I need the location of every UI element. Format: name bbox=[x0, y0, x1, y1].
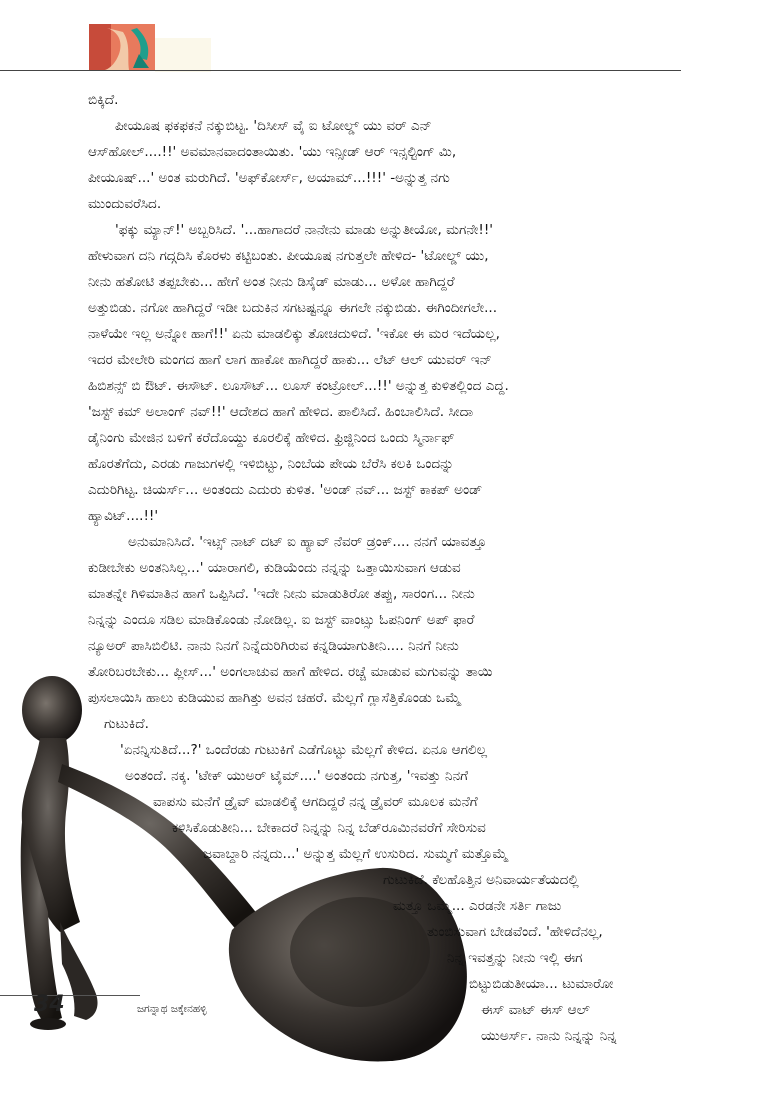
text-line: ಹಿಬಿಶನ್ಸ್ ಬಿ ಔಟ್. ಈಸೌಟ್. ಲೂಸೌಟ್... ಲೂಸ್ ಕಂಟ್ರೋಲ್...!!' ಅನ್ನುತ್ತ ಕುಳಿತಲ್ಲಿಂದ ಎದ್ದ. bbox=[88, 378, 509, 394]
text-line: ಕಳಿಸಿಕೊಡುತೀನಿ... ಬೇಕಾದರೆ ನಿನ್ನನ್ನು ನಿನ್ನ ಬೆಡ್‌ರೂಮಿನವರೆಗೆ ಸೇರಿಸುವ bbox=[172, 820, 486, 836]
text-line: ಕುಡೀಬೇಕು ಅಂತನಿಸಿಲ್ಲ...' ಯಾರಾಗಲಿ, ಕುಡಿಯೆಂದು ನನ್ನನ್ನು ಒತ್ತಾಯಿಸುವಾಗ ಆಡುವ bbox=[88, 560, 461, 576]
text-line: ನಿನ್ನ ಇವತ್ತನ್ನು ನೀನು ಇಲ್ಲಿ ಈಗ bbox=[447, 950, 583, 966]
top-rule bbox=[0, 70, 681, 71]
text-line: ಈಸ್ ವಾಟ್ ಈಸ್ ಆಲ್ bbox=[481, 1002, 590, 1018]
text-line: ಬಿಕ್ಕಿದೆ. bbox=[88, 92, 119, 108]
text-line: ನೀನು ಹತೋಟಿ ತಪ್ಪಬೇಕು... ಹೇಗೆ ಅಂತ ನೀನು ಡಿಸೈಡ್ ಮಾಡು... ಅಳೋ ಹಾಗಿದ್ದರೆ bbox=[88, 274, 455, 290]
footer-rule bbox=[0, 995, 140, 996]
text-line: ತೋರಿಬರಬೇಕು... ಪ್ಲೀಸ್...' ಅಂಗಲಾಚುವ ಹಾಗೆ ಹೇಳಿದ. ರಚ್ಚೆ ಮಾಡುವ ಮಗುವನ್ನು ತಾಯಿ bbox=[88, 664, 493, 680]
text-line: 'ಫಕ್ಕು ಮ್ಯಾನ್!' ಅಬ್ಬರಿಸಿದೆ. '...ಹಾಗಾದರೆ ನಾನೇನು ಮಾಡು ಅನ್ನುತೀಯೋ, ಮಗನೇ!!' bbox=[115, 222, 494, 238]
text-line: ಮಾತನ್ನೇ ಗಿಳಿಮಾತಿನ ಹಾಗೆ ಒಪ್ಪಿಸಿದೆ. 'ಇದೇ ನೀನು ಮಾಡುತಿರೋ ತಪ್ಪು, ಸಾರಂಗ... ನೀನು bbox=[88, 586, 475, 602]
text-line: ಮತ್ತೂ ಒಮ್ಮೆ... ಎರಡನೇ ಸರ್ತಿ ಗಾಜು bbox=[393, 898, 562, 914]
text-line: ಅನುಮಾನಿಸಿದೆ. 'ಇಟ್ಸ್ ನಾಟ್ ದಟ್ ಐ ಹ್ಯಾವ್ ನೆವರ್ ಡ್ರಂಕ್.... ನನಗೆ ಯಾವತ್ತೂ bbox=[128, 534, 487, 550]
text-line: ಇದರ ಮೇಲೇರಿ ಮಂಗದ ಹಾಗೆ ಲಾಗ ಹಾಕೋ ಹಾಗಿದ್ದರೆ ಹಾಕು... ಲೆಟ್ ಆಲ್ ಯುವರ್ ಇನ್ bbox=[88, 352, 492, 368]
magazine-logo bbox=[89, 24, 155, 70]
page-number: 34 bbox=[34, 992, 65, 1017]
text-line: ಮುಂದುವರೆಸಿದ. bbox=[88, 196, 162, 212]
author-name: ಜಗನ್ನಾಥ ಜಕ್ಕೇನಹಳ್ಳಿ bbox=[137, 1003, 207, 1015]
text-line: 'ಏನನ್ನಿಸುತಿದೆ...?' ಒಂದೆರಡು ಗುಟುಕಿಗೆ ಎಡೆಗೊಟ್ಟು ಮೆಲ್ಲಗೆ ಕೇಳಿದ. ಏನೂ ಆಗಲಿಲ್ಲ bbox=[120, 742, 488, 758]
text-line: ನ್ಯೂಅರ್ ಪಾಸಿಬಿಲಿಟಿ. ನಾನು ನಿನಗೆ ನಿನ್ನೆದುರಿಗಿರುವ ಕನ್ನಡಿಯಾಗುತೀನಿ.... ನಿನಗೆ ನೀನು bbox=[88, 638, 459, 654]
text-line: ಅತ್ತುಬಿಡು. ನಗೋ ಹಾಗಿದ್ದರೆ ಇಡೀ ಬದುಕಿನ ಸಗಟಷ್ಟನ್ನೂ ಈಗಲೇ ನಕ್ಕುಬಿಡು. ಈಗಿಂದೀಗಲೇ... bbox=[88, 300, 498, 316]
text-line: ತುಂಬಿಸುವಾಗ ಬೇಡವೆಂದೆ. 'ಹೇಳಿದೆನಲ್ಲ, bbox=[427, 924, 603, 940]
text-line: ಎದುರಿಗಿಟ್ಟ. ಚಿಯರ್ಸ್... ಅಂತಂದು ಎದುರು ಕುಳಿತ. 'ಅಂಡ್ ನವ್... ಜಸ್ಟ್ ಕಾಕಪ್ ಅಂಡ್ bbox=[88, 482, 483, 498]
text-line: ಗುಟುಕಿದೆ. ಕೆಲಹೊತ್ತಿನ ಅನಿವಾರ್ಯತೆಯದಲ್ಲಿ bbox=[383, 872, 579, 888]
text-line: ನಾಳೆಯೇ ಇಲ್ಲ ಅನ್ನೋ ಹಾಗೆ!!' ಏನು ಮಾಡಲಿಕ್ಕು ತೋಚದುಳಿದೆ. 'ಇಕೋ ಈ ಮರ ಇದೆಯಲ್ಲ, bbox=[88, 326, 500, 342]
text-line: ಅಂತಂದೆ. ನಕ್ಕ. 'ಟೇಕ್ ಯುಅರ್ ಟೈಮ್....' ಅಂತಂದು ನಗುತ್ತ, 'ಇವತ್ತು ನಿನಗೆ bbox=[125, 768, 469, 784]
text-line: ಯುಅರ್ಸ್. ನಾನು ನಿನ್ನನ್ನು ನಿನ್ನ bbox=[481, 1028, 617, 1044]
text-line: ಗುಟುಕಿದೆ. bbox=[104, 716, 149, 732]
text-line: ಹೇಳುವಾಗ ದನಿ ಗದ್ಗದಿಸಿ ಕೊರಳು ಕಟ್ಟಿಬಂತು. ಪೀಯೂಷ ನಗುತ್ತಲೇ ಹೇಳಿದ- 'ಟೋಲ್ಡ್ ಯು, bbox=[88, 248, 489, 264]
text-line: ಪೀಯೂಷ್...' ಅಂತ ಮರುಗಿದೆ. 'ಅಫ್‌ಕೋರ್ಸ್, ಅಯಾಮ್...!!!' -ಅನ್ನುತ್ತ ನಗು bbox=[88, 170, 450, 186]
logo-tail bbox=[155, 38, 211, 72]
text-line: ಆಸ್‌ಹೋಲ್....!!' ಅವಮಾನವಾದಂತಾಯಿತು. 'ಯು ಇನ್ಸೀಡ್ ಆರ್ ಇನ್ಸಲ್ಟಿಂಗ್ ಮಿ, bbox=[88, 144, 457, 160]
text-line: ಹ್ಯಾವಿಟ್....!!' bbox=[88, 508, 159, 524]
text-line: ಡೈನಿಂಗು ಮೇಜಿನ ಬಳಿಗೆ ಕರೆದೊಯ್ದು ಕೂರಲಿಕ್ಕೆ ಹೇಳಿದ. ಫ್ರಿಜ್ಜಿನಿಂದ ಒಂದು ಸ್ಮಿರ್ನಾಫ್ bbox=[88, 430, 455, 446]
text-line: ಬಿಟ್ಟುಬಿಡುತೀಯಾ... ಟುಮಾರೋ bbox=[469, 976, 614, 992]
text-line: 'ಜಸ್ಟ್ ಕಮ್ ಅಲಾಂಗ್ ನವ್!!' ಆದೇಶದ ಹಾಗೆ ಹೇಳಿದ. ಪಾಲಿಸಿದೆ. ಹಿಂಬಾಲಿಸಿದೆ. ಸೀದಾ bbox=[88, 404, 474, 420]
text-line: ಪೀಯೂಷ ಫಕಫಕನೆ ನಕ್ಕುಬಿಟ್ಟ. 'ದಿಸೀಸ್ ವೈ ಐ ಟೋಲ್ಡ್ ಯು ವರ್ ಎನ್ bbox=[115, 118, 432, 134]
text-line: ಪುಸಲಾಯಿಸಿ ಹಾಲು ಕುಡಿಯುವ ಹಾಗಿತ್ತು ಅವನ ಚಹರೆ. ಮೆಲ್ಲಗೆ ಗ್ಲಾಸೆತ್ತಿಕೊಂಡು ಒಮ್ಮೆ bbox=[88, 690, 461, 706]
text-line: ಜವಾಬ್ದಾರಿ ನನ್ನದು...' ಅನ್ನುತ್ತ ಮೆಲ್ಲಗೆ ಉಸುರಿದ. ಸುಮ್ಮಗೆ ಮತ್ತೊಮ್ಮೆ bbox=[203, 846, 508, 862]
text-line: ನಿನ್ನನ್ನು ಎಂದೂ ಸಡಿಲ ಮಾಡಿಕೊಂಡು ನೋಡಿಲ್ಲ. ಐ ಜಸ್ಟ್ ವಾಂಟ್ಸು ಓಪನಿಂಗ್ ಅಪ್ ಫಾರೆ bbox=[88, 612, 475, 628]
text-line: ಹೊರತೆಗೆದು, ಎರಡು ಗಾಜುಗಳಲ್ಲಿ ಇಳಿಬಿಟ್ಟು, ನಿಂಬೆಯ ಪೇಯ ಬೆರೆಸಿ ಕಲಕಿ ಒಂದನ್ನು bbox=[88, 456, 454, 472]
text-line: ವಾಪಸು ಮನೆಗೆ ಡ್ರೈವ್ ಮಾಡಲಿಕ್ಕೆ ಆಗದಿದ್ದರೆ ನನ್ನ ಡ್ರೈವರ್ ಮೂಲಕ ಮನೆಗೆ bbox=[153, 794, 478, 810]
